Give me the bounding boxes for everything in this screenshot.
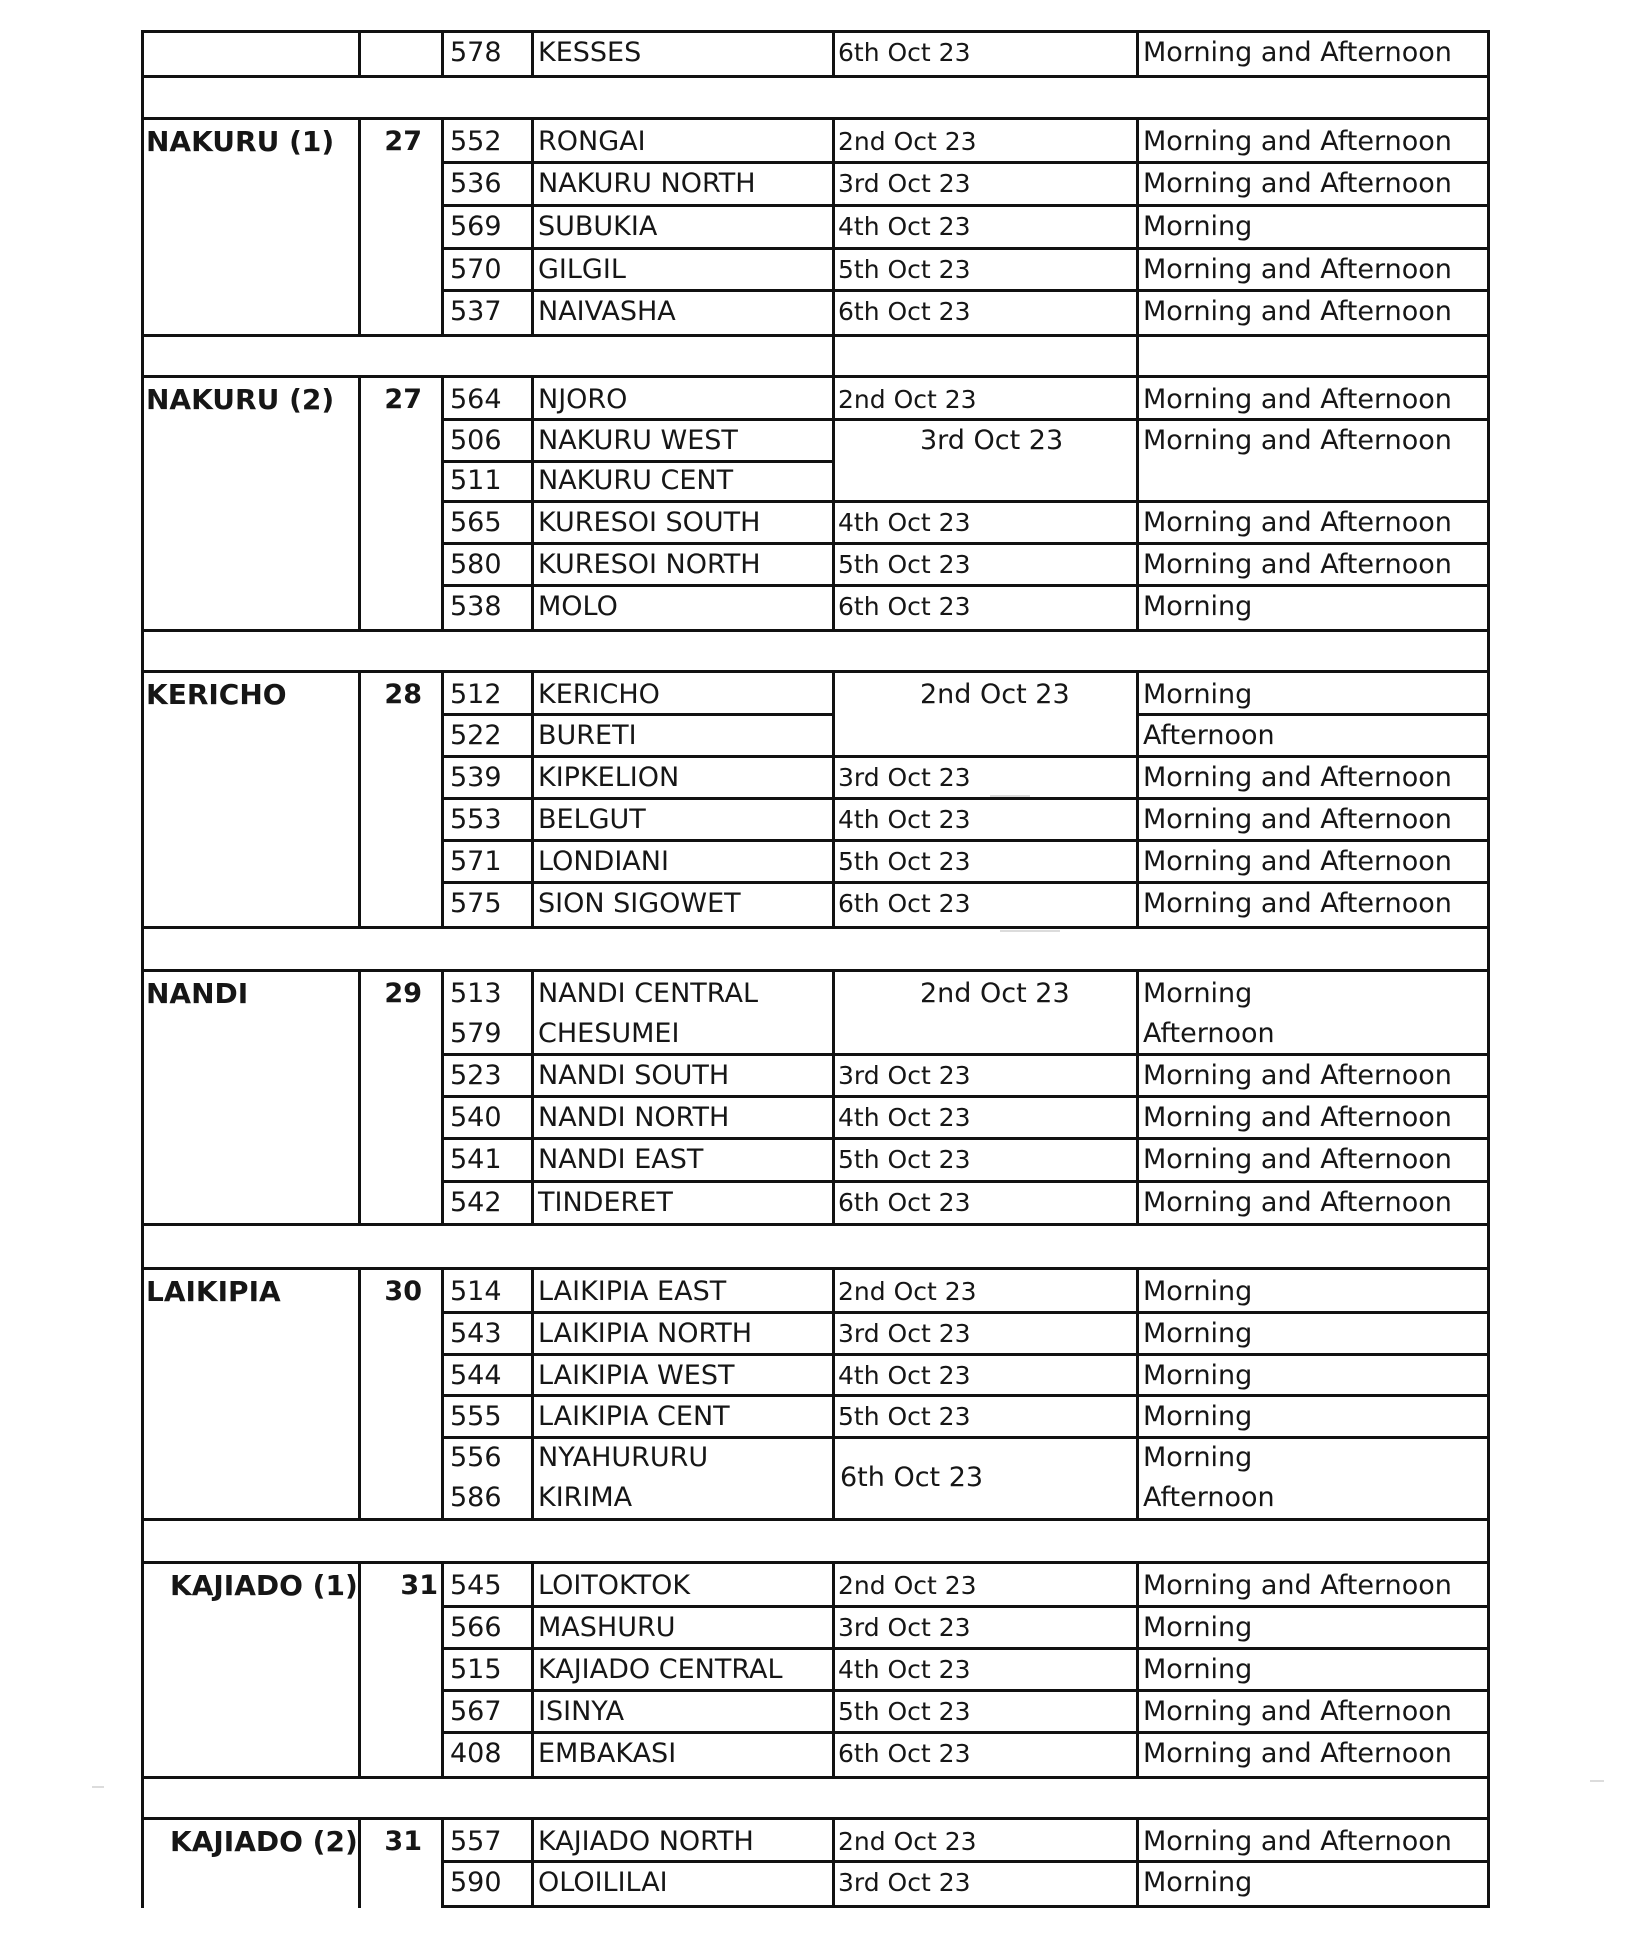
code-cell: 511: [450, 465, 502, 496]
session-cell: Morning and Afternoon: [1143, 1187, 1452, 1218]
subcounty-cell: MASHURU: [538, 1612, 676, 1643]
session-cell: Morning and Afternoon: [1143, 1144, 1452, 1175]
session-cell: Morning and Afternoon: [1143, 1102, 1452, 1133]
code-cell: 512: [450, 679, 502, 710]
date-cell: 4th Oct 23: [838, 1655, 971, 1684]
date-cell: 6th Oct 23: [838, 889, 971, 918]
date-cell: 4th Oct 23: [838, 805, 971, 834]
code-cell: 539: [450, 762, 502, 793]
code-cell: 514: [450, 1276, 502, 1307]
code-cell: 552: [450, 126, 502, 157]
code-cell: 553: [450, 804, 502, 835]
column-divider: [358, 377, 361, 630]
date-cell: 4th Oct 23: [838, 1361, 971, 1390]
county-cell: KERICHO: [146, 678, 287, 711]
date-cell: 3rd Oct 23: [838, 169, 971, 198]
code-cell: 557: [450, 1826, 502, 1857]
session-cell: Morning: [1143, 1867, 1253, 1898]
county-cell: KAJIADO (1): [170, 1569, 358, 1602]
code-cell: 571: [450, 846, 502, 877]
date-cell: 6th Oct 23: [838, 1739, 971, 1768]
session-cell: Morning and Afternoon: [1143, 549, 1452, 580]
subcounty-cell: TINDERET: [538, 1187, 673, 1218]
county-cell: NAKURU (1): [146, 125, 335, 158]
session-cell: Morning: [1143, 1318, 1253, 1349]
subcounty-cell: ISINYA: [538, 1696, 625, 1727]
subcounty-cell: LAIKIPIA EAST: [538, 1276, 727, 1307]
subcounty-cell: OLOILILAI: [538, 1867, 668, 1898]
subcounty-cell: KURESOI SOUTH: [538, 507, 761, 538]
session-cell: Morning: [1143, 978, 1253, 1009]
session-cell: Morning and Afternoon: [1143, 1060, 1452, 1091]
code-cell: 541: [450, 1144, 502, 1175]
date-cell: 5th Oct 23: [838, 255, 971, 284]
subcounty-cell: KAJIADO CENTRAL: [538, 1654, 783, 1685]
session-cell: Morning and Afternoon: [1143, 846, 1452, 877]
session-cell: Afternoon: [1143, 720, 1275, 751]
session-cell: Morning and Afternoon: [1143, 1696, 1452, 1727]
subcounty-cell: CHESUMEI: [538, 1018, 680, 1049]
date-cell: 3rd Oct 23: [838, 1061, 971, 1090]
code-cell: 506: [450, 425, 502, 456]
session-cell: Morning and Afternoon: [1143, 888, 1452, 919]
subcounty-cell: EMBAKASI: [538, 1738, 677, 1769]
session-cell: Morning: [1143, 1276, 1253, 1307]
subcounty-cell: KIPKELION: [538, 762, 680, 793]
session-cell: Morning: [1143, 591, 1253, 622]
code-cell: 579: [450, 1018, 502, 1049]
code-cell: 567: [450, 1696, 502, 1727]
session-cell: Morning and Afternoon: [1143, 37, 1452, 68]
number-cell: 28: [384, 679, 422, 710]
code-cell: 536: [450, 168, 502, 199]
session-cell: Morning: [1143, 1654, 1253, 1685]
code-cell: 545: [450, 1570, 502, 1601]
column-divider: [358, 1269, 361, 1519]
subcounty-cell: LAIKIPIA NORTH: [538, 1318, 753, 1349]
code-cell: 555: [450, 1401, 502, 1432]
number-cell: 27: [384, 126, 422, 157]
date-cell: 3rd Oct 23: [838, 1319, 971, 1348]
session-cell: Morning and Afternoon: [1143, 254, 1452, 285]
date-cell: 5th Oct 23: [838, 550, 971, 579]
code-cell: 523: [450, 1060, 502, 1091]
county-cell: KAJIADO (2): [170, 1825, 358, 1858]
date-cell: 2nd Oct 23: [838, 385, 977, 414]
county-cell: NANDI: [146, 977, 249, 1010]
session-cell: Afternoon: [1143, 1018, 1275, 1049]
subcounty-cell: NAKURU CENT: [538, 465, 734, 496]
code-cell: 570: [450, 254, 502, 285]
code-cell: 569: [450, 211, 502, 242]
session-cell: Morning and Afternoon: [1143, 425, 1452, 456]
date-cell: 3rd Oct 23: [838, 763, 971, 792]
subcounty-cell: KIRIMA: [538, 1482, 633, 1513]
code-cell: 522: [450, 720, 502, 751]
code-cell: 578: [450, 37, 502, 68]
subcounty-cell: BELGUT: [538, 804, 646, 835]
date-cell: 6th Oct 23: [838, 592, 971, 621]
date-cell: 3rd Oct 23: [838, 1613, 971, 1642]
date-cell: 6th Oct 23: [838, 38, 971, 67]
date-cell: 5th Oct 23: [838, 1697, 971, 1726]
county-cell: LAIKIPIA: [146, 1275, 281, 1308]
session-cell: Morning and Afternoon: [1143, 1826, 1452, 1857]
subcounty-cell: NANDI SOUTH: [538, 1060, 730, 1091]
session-cell: Morning and Afternoon: [1143, 1738, 1452, 1769]
column-divider: [358, 119, 361, 335]
subcounty-cell: NANDI CENTRAL: [538, 978, 758, 1009]
merged-date-cell: 2nd Oct 23: [920, 679, 1070, 710]
code-cell: 564: [450, 384, 502, 415]
merged-date-cell: 6th Oct 23: [840, 1462, 984, 1493]
session-cell: Morning and Afternoon: [1143, 1570, 1452, 1601]
session-cell: Morning: [1143, 1442, 1253, 1473]
code-cell: 590: [450, 1867, 502, 1898]
subcounty-cell: NANDI EAST: [538, 1144, 704, 1175]
code-cell: 565: [450, 507, 502, 538]
subcounty-cell: NANDI NORTH: [538, 1102, 730, 1133]
session-cell: Morning: [1143, 679, 1253, 710]
subcounty-cell: LOITOKTOK: [538, 1570, 691, 1601]
merged-date-cell: 2nd Oct 23: [920, 978, 1070, 1009]
column-divider: [358, 1819, 361, 1908]
date-cell: 2nd Oct 23: [838, 1827, 977, 1856]
code-cell: 580: [450, 549, 502, 580]
code-cell: 566: [450, 1612, 502, 1643]
code-cell: 408: [450, 1738, 502, 1769]
subcounty-cell: RONGAI: [538, 126, 646, 157]
code-cell: 556: [450, 1442, 502, 1473]
session-cell: Morning and Afternoon: [1143, 507, 1452, 538]
date-cell: 2nd Oct 23: [838, 1571, 977, 1600]
subcounty-cell: KERICHO: [538, 679, 660, 710]
code-cell: 586: [450, 1482, 502, 1513]
row-divider: [141, 30, 1490, 33]
date-cell: 5th Oct 23: [838, 1145, 971, 1174]
date-cell: 6th Oct 23: [838, 297, 971, 326]
subcounty-cell: KURESOI NORTH: [538, 549, 761, 580]
county-cell: NAKURU (2): [146, 383, 335, 416]
code-cell: 538: [450, 591, 502, 622]
code-cell: 540: [450, 1102, 502, 1133]
date-cell: 6th Oct 23: [838, 1188, 971, 1217]
number-cell: 27: [384, 384, 422, 415]
column-divider: [358, 971, 361, 1224]
code-cell: 544: [450, 1360, 502, 1391]
date-cell: 4th Oct 23: [838, 212, 971, 241]
date-cell: 2nd Oct 23: [838, 127, 977, 156]
date-cell: 5th Oct 23: [838, 847, 971, 876]
date-cell: 3rd Oct 23: [838, 1868, 971, 1897]
session-cell: Morning and Afternoon: [1143, 804, 1452, 835]
code-cell: 543: [450, 1318, 502, 1349]
session-cell: Morning and Afternoon: [1143, 126, 1452, 157]
column-divider: [358, 672, 361, 927]
date-cell: 5th Oct 23: [838, 1402, 971, 1431]
session-cell: Morning and Afternoon: [1143, 296, 1452, 327]
session-cell: Morning: [1143, 1401, 1253, 1432]
subcounty-cell: LAIKIPIA WEST: [538, 1360, 735, 1391]
code-cell: 537: [450, 296, 502, 327]
subcounty-cell: MOLO: [538, 591, 618, 622]
code-cell: 542: [450, 1187, 502, 1218]
column-divider: [358, 1563, 361, 1777]
subcounty-cell: KAJIADO NORTH: [538, 1826, 754, 1857]
subcounty-cell: NAKURU NORTH: [538, 168, 756, 199]
subcounty-cell: LONDIANI: [538, 846, 669, 877]
code-cell: 513: [450, 978, 502, 1009]
subcounty-cell: BURETI: [538, 720, 637, 751]
subcounty-cell: NJORO: [538, 384, 628, 415]
subcounty-cell: KESSES: [538, 37, 642, 68]
code-cell: 515: [450, 1654, 502, 1685]
number-cell: 30: [384, 1276, 422, 1307]
session-cell: Morning and Afternoon: [1143, 384, 1452, 415]
subcounty-cell: NYAHURURU: [538, 1442, 709, 1473]
subcounty-cell: LAIKIPIA CENT: [538, 1401, 730, 1432]
number-cell: 31: [384, 1826, 422, 1857]
subcounty-cell: SION SIGOWET: [538, 888, 741, 919]
number-cell: 29: [384, 978, 422, 1009]
session-cell: Morning: [1143, 1360, 1253, 1391]
subcounty-cell: GILGIL: [538, 254, 626, 285]
date-cell: 2nd Oct 23: [838, 1277, 977, 1306]
subcounty-cell: SUBUKIA: [538, 211, 658, 242]
subcounty-cell: NAKURU WEST: [538, 425, 738, 456]
date-cell: 4th Oct 23: [838, 508, 971, 537]
session-cell: Morning and Afternoon: [1143, 168, 1452, 199]
session-cell: Afternoon: [1143, 1482, 1275, 1513]
session-cell: Morning and Afternoon: [1143, 762, 1452, 793]
subcounty-cell: NAIVASHA: [538, 296, 676, 327]
session-cell: Morning: [1143, 1612, 1253, 1643]
column-divider: [358, 30, 361, 75]
number-cell: 31: [400, 1570, 438, 1601]
session-cell: Morning: [1143, 211, 1253, 242]
date-cell: 4th Oct 23: [838, 1103, 971, 1132]
code-cell: 575: [450, 888, 502, 919]
merged-date-cell: 3rd Oct 23: [920, 425, 1064, 456]
